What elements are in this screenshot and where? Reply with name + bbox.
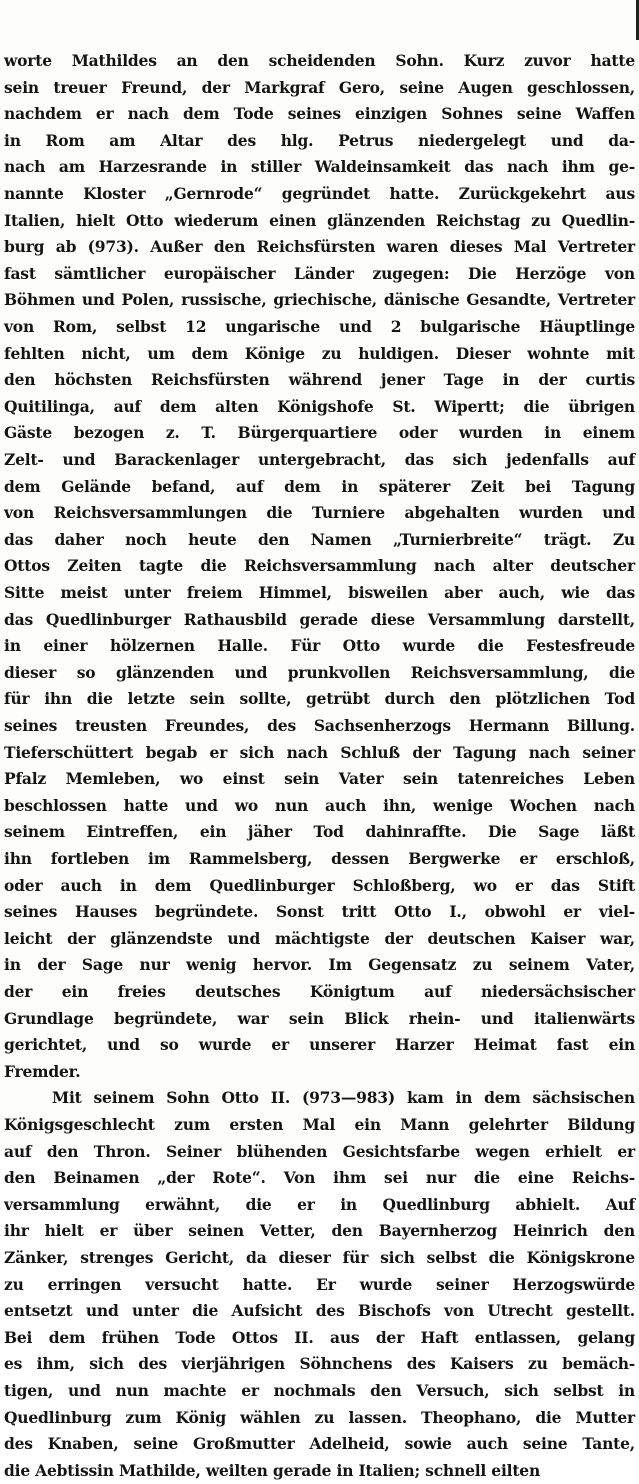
text-line: zu erringen versucht hatte. Er wurde seiner Herzogswürde — [4, 1274, 635, 1294]
text-line: des Knaben, seine Großmutter Adelheid, sowie auch seine Tante, — [4, 1434, 635, 1454]
text-line: leicht der glänzendste und mächtigste der deutschen Kaiser war, — [4, 928, 635, 948]
text-line: dieser so glänzenden und prunkvollen Reichsversammlung, die — [4, 662, 635, 682]
text-line: Grundlage begründete, war sein Blick rhein- und italienwärts — [4, 1008, 635, 1028]
text-line: es ihm, sich des vierjährigen Söhnchens des Kaisers zu bemäch- — [4, 1354, 635, 1374]
text-line: seinem Eintreffen, ein jäher Tod dahinraffte. Die Sage läßt — [4, 822, 635, 842]
text-line: Quitilinga, auf dem alten Königshofe St. Wipertt; die übrigen — [4, 396, 635, 416]
text-line: Zänker, strenges Gericht, da dieser für sich selbst die Königskrone — [4, 1248, 635, 1267]
text-line: Ottos Zeiten tagte die Reichsversammlung nach alter deutscher — [4, 556, 635, 576]
text-line: beschlossen hatte und wo nun auch ihn, wenige Wochen nach — [4, 795, 635, 815]
text-line: Böhmen und Polen, russische, griechische, dänische Gesandte, Vertreter — [4, 290, 635, 310]
text-line: der ein freies deutsches Königtum auf niedersächsischer — [4, 982, 635, 1001]
text-line: nachdem er nach dem Tode seines einzigen Sohnes seine Waffen — [4, 104, 635, 124]
text-line: seines Hauses begründete. Sonst tritt Otto I., obwohl er viel- — [4, 902, 635, 922]
text-line: die Aebtissin Mathilde, weilten gerade in Italien; schnell eilten — [4, 1460, 541, 1480]
text-line: burg ab (973). Außer den Reichsfürsten waren dieses Mal Vertreter — [4, 237, 635, 257]
text-line: in Rom am Altar des hlg. Petrus niedergelegt und da- — [4, 130, 635, 150]
text-line: Quedlinburg zum König wählen zu lassen. Theophano, die Mutter — [4, 1407, 635, 1427]
text-line: Gäste bezogen z. T. Bürgerquartiere oder wurden in einem — [4, 423, 635, 443]
text-line: oder auch in dem Quedlinburger Schloßberg, wo er das Stift — [4, 875, 635, 895]
text-line: Italien, hielt Otto wiederum einen glänzenden Reichstag zu Quedlin- — [4, 210, 635, 230]
text-line: für ihn die letzte sein sollte, getrübt durch den plötzlichen Tod — [4, 689, 635, 709]
text-line: seines treusten Freundes, des Sachsenherzogs Hermann Billung. — [4, 716, 635, 735]
text-line: Tieferschüttert begab er sich nach Schluß der Tagung nach seiner — [4, 742, 635, 762]
text-line: Bei dem frühen Tode Ottos II. aus der Haft entlassen, gelang — [4, 1327, 635, 1347]
text-line: fast sämtlicher europäischer Länder zugegen: Die Herzöge von — [4, 263, 635, 283]
text-line: ihr hielt er über seinen Vetter, den Bayernherzog Heinrich den — [4, 1221, 635, 1241]
text-line: worte Mathildes an den scheidenden Sohn. Kurz zuvor hatte — [4, 51, 635, 70]
text-line: nannte Kloster „Gernrode“ gegründet hatte. Zurückgekehrt aus — [4, 184, 635, 203]
text-line: das Quedlinburger Rathausbild gerade diese Versammlung darstellt, — [4, 609, 635, 629]
text-line: fehlten nicht, um dem Könige zu huldigen. Dieser wohnte mit — [4, 343, 635, 363]
text-line: von Reichsversammlungen die Turniere abgehalten wurden und — [4, 503, 635, 523]
text-line: Königsgeschlecht zum ersten Mal ein Mann gelehrter Bildung — [4, 1115, 635, 1134]
text-line: nach am Harzesrande in stiller Waldeinsamkeit das nach ihm ge- — [4, 157, 635, 177]
text-line: Pfalz Memleben, wo einst sein Vater sein tatenreiches Leben — [4, 769, 635, 789]
text-line: gerichtet, und so wurde er unserer Harzer Heimat fast ein — [4, 1035, 635, 1055]
text-line: versammlung erwähnt, die er in Quedlinburg abhielt. Auf — [4, 1194, 635, 1214]
text-line: Zelt- und Barackenlager untergebracht, das sich jedenfalls auf — [4, 450, 635, 469]
text-line: entsetzt und unter die Aufsicht des Bischofs von Utrecht gestellt. — [4, 1301, 635, 1321]
text-line: den höchsten Reichsfürsten während jener Tage in der curtis — [4, 370, 635, 390]
text-line: den Beinamen „der Rote“. Von ihm sei nur die eine Reichs- — [4, 1168, 635, 1188]
text-line: von Rom, selbst 12 ungarische und 2 bulgarische Häuptlinge — [4, 317, 635, 336]
text-line: auf den Thron. Seiner blühenden Gesichtsfarbe wegen erhielt er — [4, 1141, 635, 1161]
text-line: in einer hölzernen Halle. Für Otto wurde die Festesfreude — [4, 636, 635, 656]
text-line: Mit seinem Sohn Otto II. (973—983) kam in dem sächsischen — [52, 1088, 635, 1108]
text-line: dem Gelände befand, auf dem in späterer Zeit bei Tagung — [4, 476, 635, 496]
text-line: ihn fortleben im Rammelsberg, dessen Bergwerke er erschloß, — [4, 849, 635, 868]
text-line: Fremder. — [4, 1061, 81, 1081]
text-line: das daher noch heute den Namen „Turnierbreite“ trägt. Zu — [4, 529, 635, 549]
text-line: Sitte meist unter freiem Himmel, bisweilen aber auch, wie das — [4, 583, 635, 602]
text-line: sein treuer Freund, der Markgraf Gero, seine Augen geschlossen, — [4, 77, 635, 97]
text-line: in der Sage nur wenig hervor. Im Gegensatz zu seinem Vater, — [4, 955, 635, 975]
text-line: tigen, und nun machte er nochmals den Versuch, sich selbst in — [4, 1381, 635, 1400]
